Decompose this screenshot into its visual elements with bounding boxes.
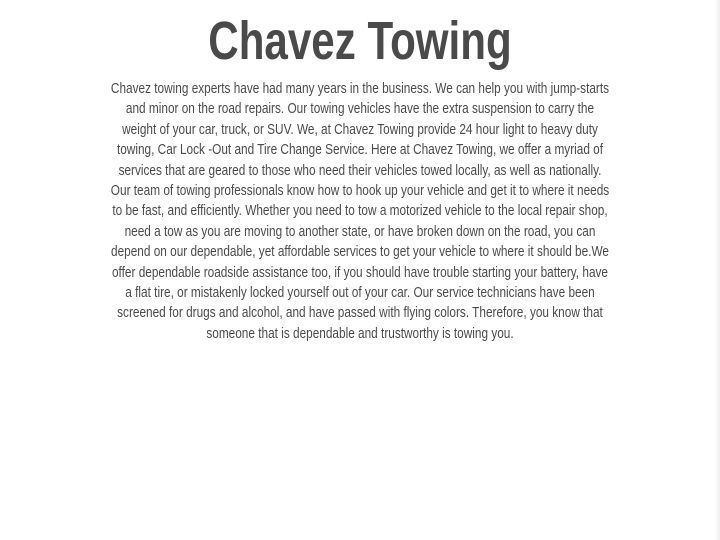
- description-text: Chavez towing experts have had many years in the business. We can help you with jump-starts and minor on the road repairs. Our towing vehicles have the extra suspension to carry the weight of your car, truck, or SUV. We, at Chavez Towing provide 24 hour light to heavy duty towing, Car Lock -Out and Tire Change Service. Here at Chavez Towing, we offer a myriad of services that are geared to those who need their vehicles towed locally, as well as nationally. Our team of towing professionals know how to hook up your vehicle and get it to where it needs to be fast, and efficiently. Whether you need to tow a motorized vehicle to the local repair shop, need a tow as you are moving to another state, or have broken down on the road, you can depend on our dependable, yet affordable services to get your vehicle to where it should be.We offer dependable roadside assistance too, if you should have trouble starting your battery, have a flat tire, or mistakenly locked yourself out of your car. Our service technicians have been screened for drugs and alcohol, and have passed with flying colors. Therefore, you know that someone that is dependable and trustworthy is towing you.: [110, 80, 610, 342]
- right-edge-shadow: [714, 0, 720, 540]
- description-container: [108, 79, 612, 409]
- page-title: Chavez Towing: [208, 11, 512, 71]
